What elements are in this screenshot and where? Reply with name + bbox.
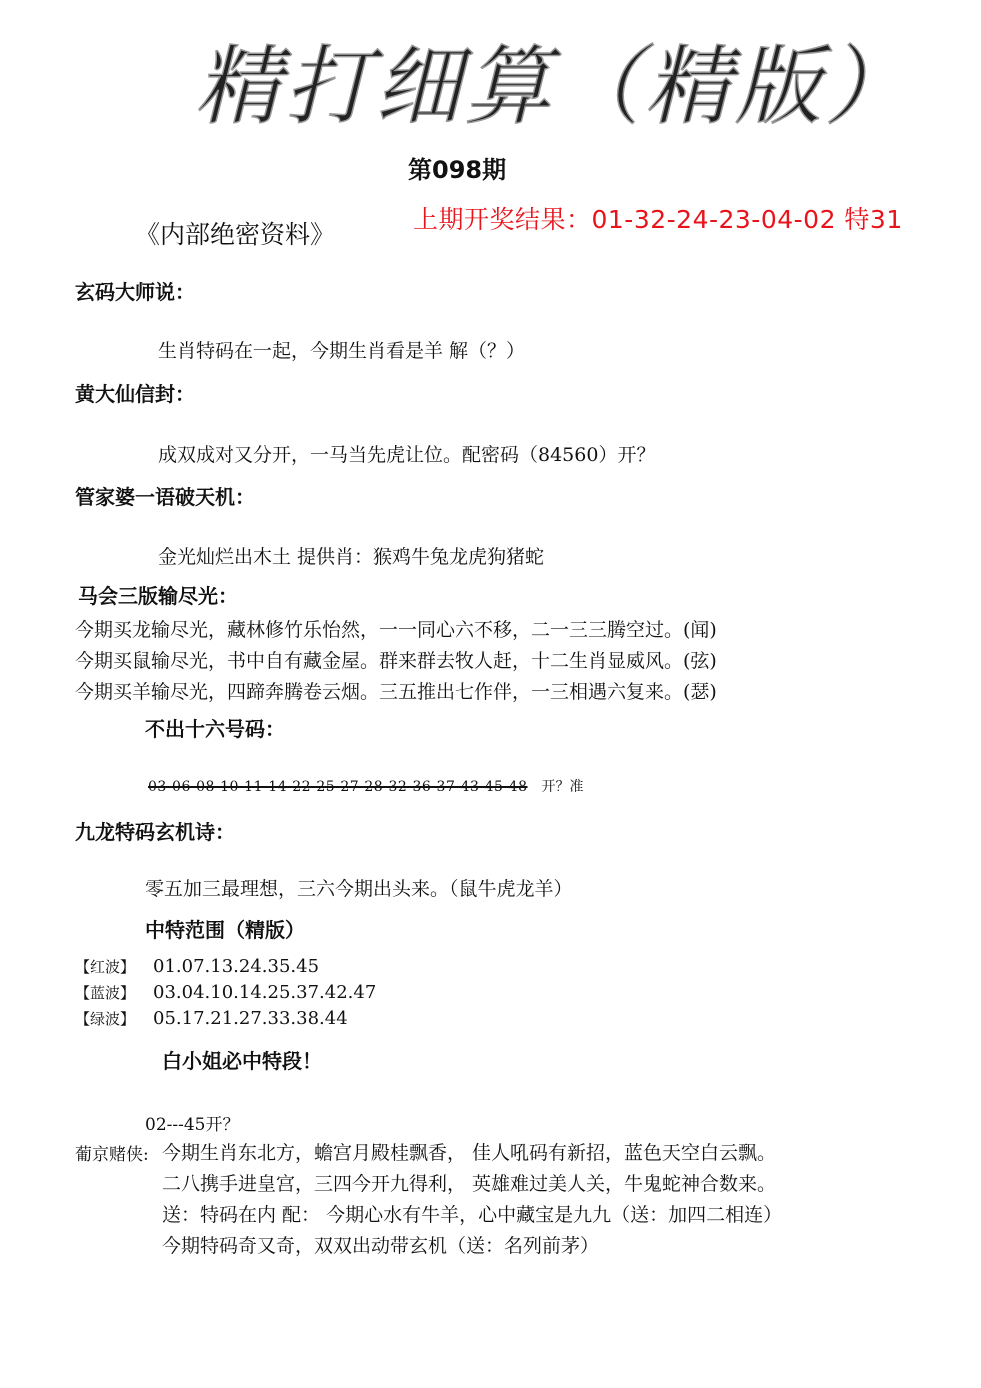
buchu-heading: 不出十六号码： bbox=[145, 717, 285, 741]
guanjia-heading: 管家婆一语破天机： bbox=[75, 485, 255, 509]
banner-art bbox=[185, 28, 915, 138]
mahui-heading: 马会三版输尽光： bbox=[78, 584, 238, 608]
huang-heading: 黄大仙信封： bbox=[75, 382, 195, 406]
mahui-line-3: 今期买羊输尽光，四蹄奔腾卷云烟。三五推出七作伴，一三相遇六复来。(瑟) bbox=[75, 681, 717, 703]
bai-text: 02---45开？ bbox=[145, 1115, 240, 1135]
guanjia-text: 金光灿烂出木土 提供肖：猴鸡牛兔龙虎狗猪蛇 bbox=[158, 546, 545, 568]
mahui-line-2: 今期买鼠输尽光，书中自有藏金屋。群来群去牧人赶，十二生肖显威风。(弦) bbox=[75, 650, 717, 672]
banner-title bbox=[185, 28, 915, 138]
subtitle: 《内部绝密资料》 bbox=[135, 220, 336, 249]
pujing-line-1: 今期生肖东北方，蟾宫月殿桂飘香， 佳人吼码有新招，蓝色天空白云飘。 bbox=[162, 1142, 777, 1164]
pujing-line-4: 今期特码奇又奇，双双出动带玄机（送：名列前茅） bbox=[162, 1235, 600, 1257]
wave-red bbox=[75, 956, 319, 977]
banner-text: 精打细算（精版） bbox=[195, 37, 915, 137]
wave-red-values: 01.07.13.24.35.45 bbox=[153, 956, 320, 977]
last-result: 上期开奖结果：01-32-24-23-04-02 特31 bbox=[413, 205, 903, 234]
buchu-tail: 开？准 bbox=[541, 779, 584, 795]
wave-green-tag: 【绿波】 bbox=[75, 1010, 136, 1028]
bai-heading: 白小姐必中特段！ bbox=[162, 1049, 322, 1073]
wave-blue-tag: 【蓝波】 bbox=[75, 984, 136, 1002]
wave-blue-values: 03.04.10.14.25.37.42.47 bbox=[153, 982, 377, 1003]
buchu-numbers: 03-06-08-10-11-14-22-25-27-28-32-36-37-43-45-48 bbox=[148, 779, 528, 795]
jiulong-text: 零五加三最理想，三六今期出头来。（鼠牛虎龙羊） bbox=[145, 878, 573, 900]
mahui-line-1: 今期买龙输尽光，藏林修竹乐怡然，一一同心六不移，二一三三腾空过。(闻) bbox=[75, 619, 717, 641]
pujing-label: 葡京赌侠: bbox=[75, 1145, 149, 1165]
huang-text: 成双成对又分开，一马当先虎让位。配密码（84560）开？ bbox=[158, 444, 656, 466]
wave-red-tag: 【红波】 bbox=[75, 958, 136, 976]
buchu-numbers-row bbox=[148, 776, 584, 796]
xuanma-text: 生肖特码在一起，今期生肖看是羊 解（？） bbox=[158, 340, 526, 362]
jiulong-heading: 九龙特码玄机诗： bbox=[75, 820, 235, 844]
pujing-line-2: 二八携手进皇宫，三四今开九得利， 英雄难过美人关，牛鬼蛇神合数来。 bbox=[162, 1173, 777, 1195]
issue-number: 第098期 bbox=[408, 156, 507, 184]
wave-green bbox=[75, 1008, 348, 1029]
pujing-line-3: 送：特码在内 配： 今期心水有牛羊，心中藏宝是九九（送：加四二相连） bbox=[162, 1204, 783, 1226]
wave-blue bbox=[75, 982, 376, 1003]
wave-green-values: 05.17.21.27.33.38.44 bbox=[153, 1008, 348, 1029]
zhongte-heading: 中特范围（精版） bbox=[145, 918, 305, 942]
xuanma-heading: 玄码大师说： bbox=[75, 280, 195, 304]
